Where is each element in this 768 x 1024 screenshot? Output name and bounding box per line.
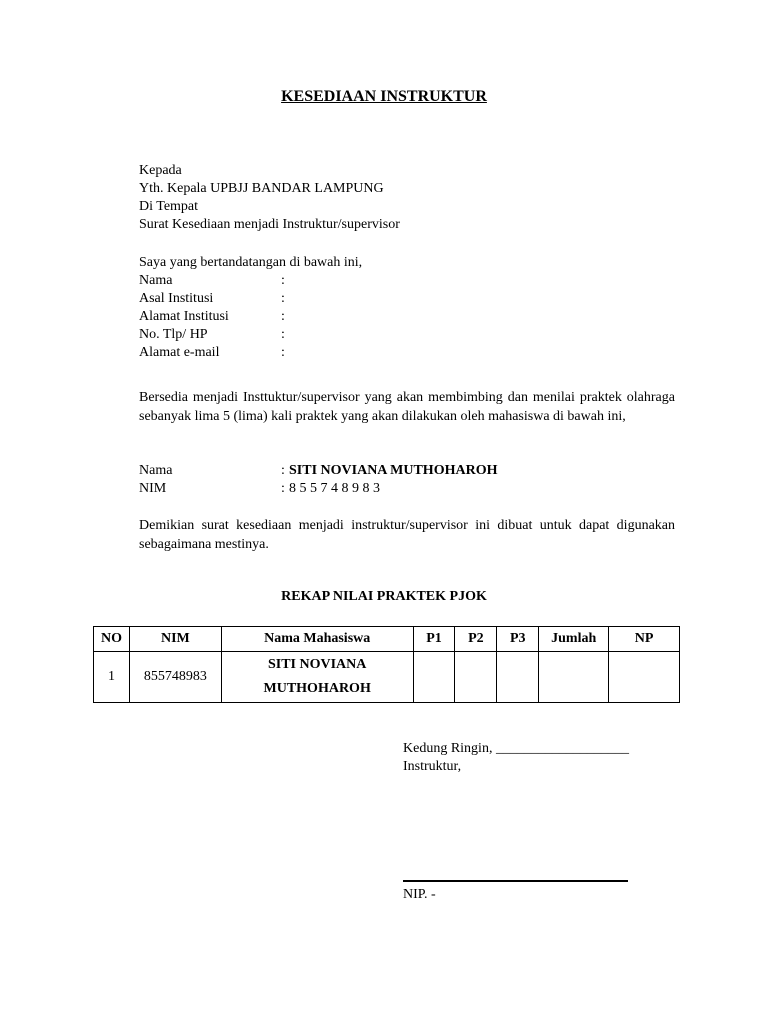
field-row-email bbox=[139, 344, 675, 362]
header-p2: P2 bbox=[455, 627, 497, 652]
rekap-title: REKAP NILAI PRAKTEK PJOK bbox=[281, 589, 487, 604]
rekap-table bbox=[93, 626, 680, 703]
cell-no: 1 bbox=[94, 652, 130, 703]
student-nim-colon: : bbox=[281, 481, 285, 496]
student-name-value: SITI NOVIANA MUTHOHAROH bbox=[289, 463, 498, 478]
header-nama-mahasiswa: Nama Mahasiswa bbox=[221, 627, 413, 652]
cell-np bbox=[609, 652, 680, 703]
instructor-identity-block bbox=[139, 254, 675, 362]
cell-name-line-2: MUTHOHAROH bbox=[263, 681, 371, 696]
field-row-asal-institusi bbox=[139, 290, 675, 308]
cell-p1 bbox=[413, 652, 455, 703]
signature-role: Instruktur, bbox=[403, 759, 462, 774]
signature-block bbox=[403, 740, 703, 776]
field-label: Alamat Institusi bbox=[139, 309, 229, 324]
header-p1: P1 bbox=[413, 627, 455, 652]
field-colon: : bbox=[281, 309, 285, 324]
field-row-alamat-institusi bbox=[139, 308, 675, 326]
header-p3: P3 bbox=[497, 627, 539, 652]
recipient-line-1: Kepada bbox=[139, 163, 182, 178]
statement-paragraph: Bersedia menjadi Insttuktur/supervisor yang akan membimbing dan menilai praktek olahraga sebanyak lima 5 (lima) kali praktek yang akan dilakukan oleh mahasiswa di bawah ini, bbox=[139, 390, 675, 424]
cell-p3 bbox=[497, 652, 539, 703]
table-row bbox=[94, 652, 680, 703]
field-row-nama bbox=[139, 272, 675, 290]
student-name-colon: : bbox=[281, 463, 285, 478]
student-nim-label: NIM bbox=[139, 481, 167, 496]
cell-name-line-1: SITI NOVIANA bbox=[267, 657, 367, 672]
signature-line bbox=[403, 880, 628, 882]
closing-paragraph: Demikian surat kesediaan menjadi instruktur/supervisor ini dibuat untuk dapat digunakan sebagaimana mestinya. bbox=[139, 518, 675, 552]
cell-nim: 855748983 bbox=[129, 652, 221, 703]
student-name-label: Nama bbox=[139, 463, 173, 478]
student-block bbox=[139, 462, 675, 498]
header-no: NO bbox=[94, 627, 130, 652]
intro-text: Saya yang bertandatangan di bawah ini, bbox=[139, 255, 363, 270]
signature-place-date: Kedung Ringin, ___________________ bbox=[403, 741, 629, 756]
recipient-line-2: Yth. Kepala UPBJJ BANDAR LAMPUNG bbox=[139, 181, 384, 196]
recipient-block bbox=[139, 162, 675, 234]
student-nim-value: 8 5 5 7 4 8 9 8 3 bbox=[289, 481, 380, 496]
field-colon: : bbox=[281, 273, 285, 288]
header-np: NP bbox=[609, 627, 680, 652]
field-label: No. Tlp/ HP bbox=[139, 327, 208, 342]
field-colon: : bbox=[281, 327, 285, 342]
header-nim: NIM bbox=[129, 627, 221, 652]
header-jumlah: Jumlah bbox=[539, 627, 609, 652]
recipient-line-3: Di Tempat bbox=[139, 199, 199, 214]
student-nim-row bbox=[139, 480, 675, 498]
rekap-header-row bbox=[94, 627, 680, 652]
cell-jumlah bbox=[539, 652, 609, 703]
field-colon: : bbox=[281, 291, 285, 306]
recipient-line-4: Surat Kesediaan menjadi Instruktur/supervisor bbox=[139, 217, 400, 232]
field-label: Nama bbox=[139, 273, 173, 288]
field-label: Alamat e-mail bbox=[139, 345, 220, 360]
student-name-row bbox=[139, 462, 675, 480]
cell-p2 bbox=[455, 652, 497, 703]
field-row-no-tlp bbox=[139, 326, 675, 344]
field-colon: : bbox=[281, 345, 285, 360]
field-label: Asal Institusi bbox=[139, 291, 214, 306]
signature-nip: NIP. - bbox=[403, 887, 436, 902]
document-title: KESEDIAAN INSTRUKTUR bbox=[281, 88, 487, 105]
cell-nama-mahasiswa bbox=[221, 652, 413, 703]
